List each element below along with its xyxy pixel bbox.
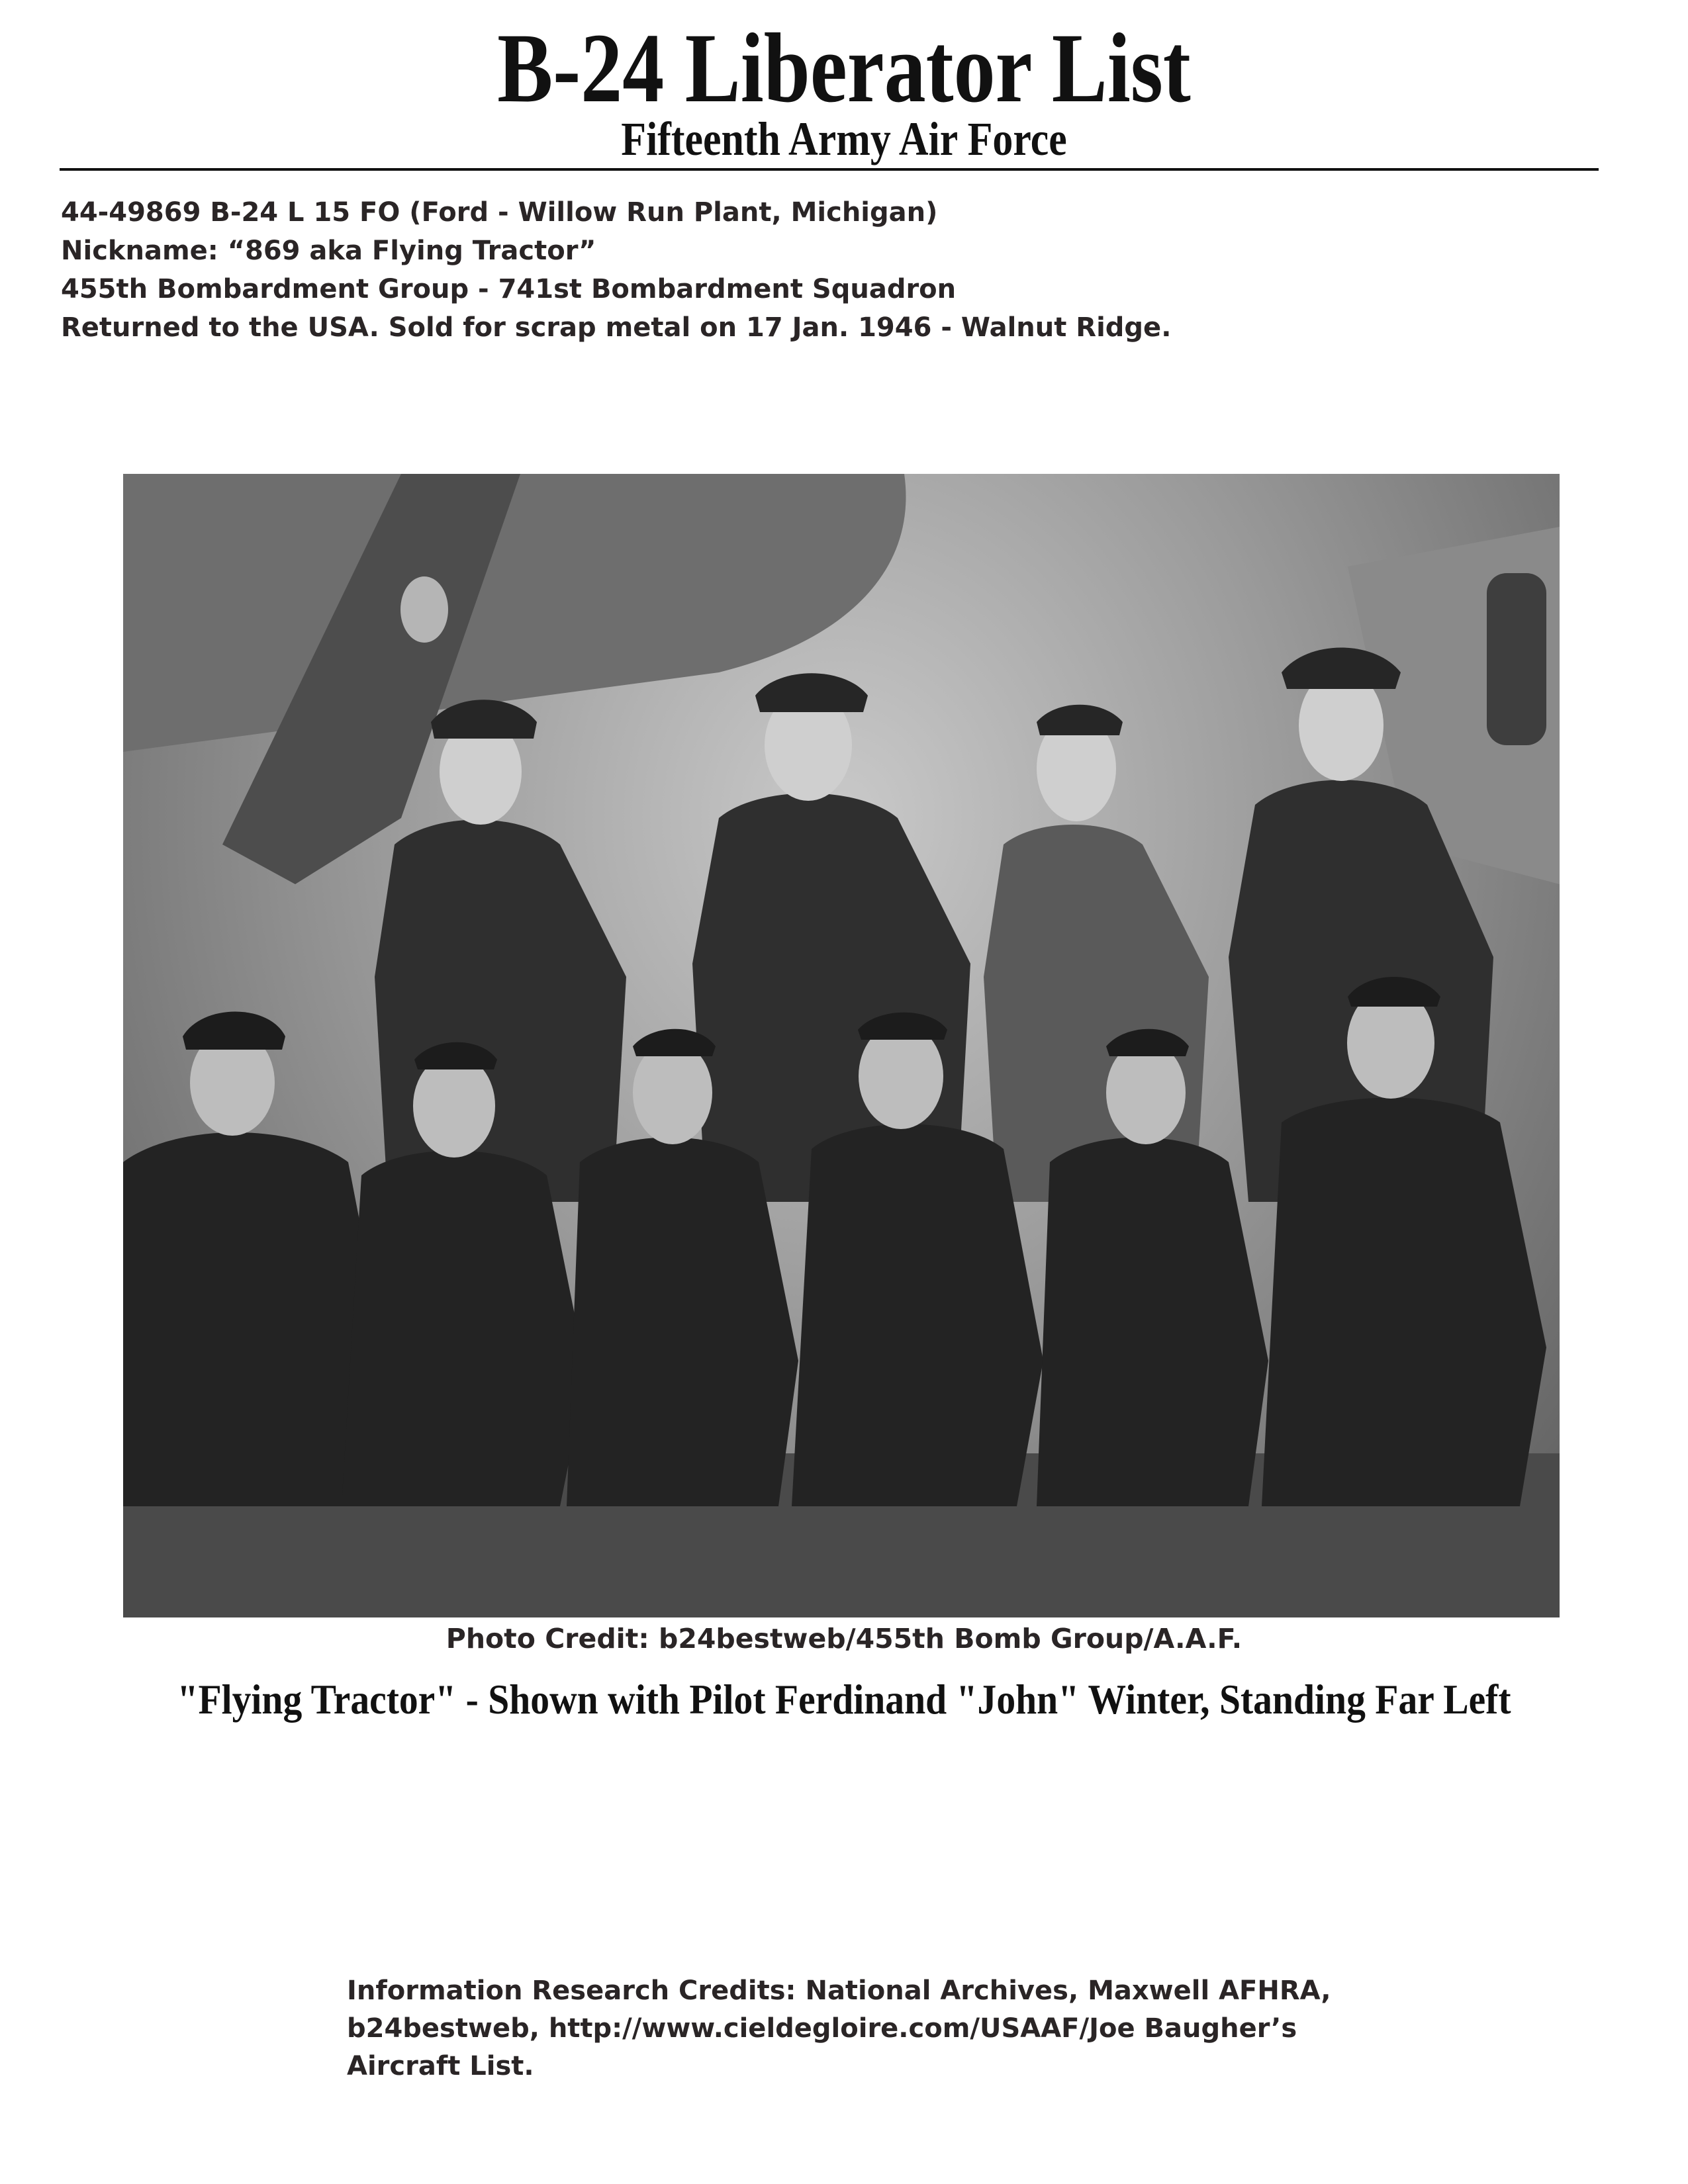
page-title: B-24 Liberator List xyxy=(497,13,1191,123)
crew-photo xyxy=(123,474,1560,1617)
credits-line-1: Information Research Credits: National Archives, Maxwell AFHRA, xyxy=(347,1976,1331,2006)
aircraft-info xyxy=(61,193,1583,347)
nickname-line: Nickname: “869 aka Flying Tractor” xyxy=(61,236,596,266)
research-credits xyxy=(347,1972,1472,2085)
crew-photo-illustration xyxy=(123,474,1560,1617)
serial-line: 44-49869 B-24 L 15 FO (Ford - Willow Run Plant, Michigan) xyxy=(61,197,938,228)
page-subtitle: Fifteenth Army Air Force xyxy=(621,113,1067,165)
header-rule xyxy=(60,168,1599,171)
credits-line-3: Aircraft List. xyxy=(347,2051,534,2081)
photo-caption: "Flying Tractor" - Shown with Pilot Ferdinand "John" Winter, Standing Far Left xyxy=(177,1676,1511,1723)
credits-line-2: b24bestweb, http://www.cieldegloire.com/USAAF/Joe Baugher’s xyxy=(347,2013,1297,2044)
photo-credit: Photo Credit: b24bestweb/455th Bomb Group/A.A.F. xyxy=(445,1623,1243,1655)
fate-line: Returned to the USA. Sold for scrap metal on 17 Jan. 1946 - Walnut Ridge. xyxy=(61,312,1172,343)
unit-line: 455th Bombardment Group - 741st Bombardment Squadron xyxy=(61,274,957,304)
